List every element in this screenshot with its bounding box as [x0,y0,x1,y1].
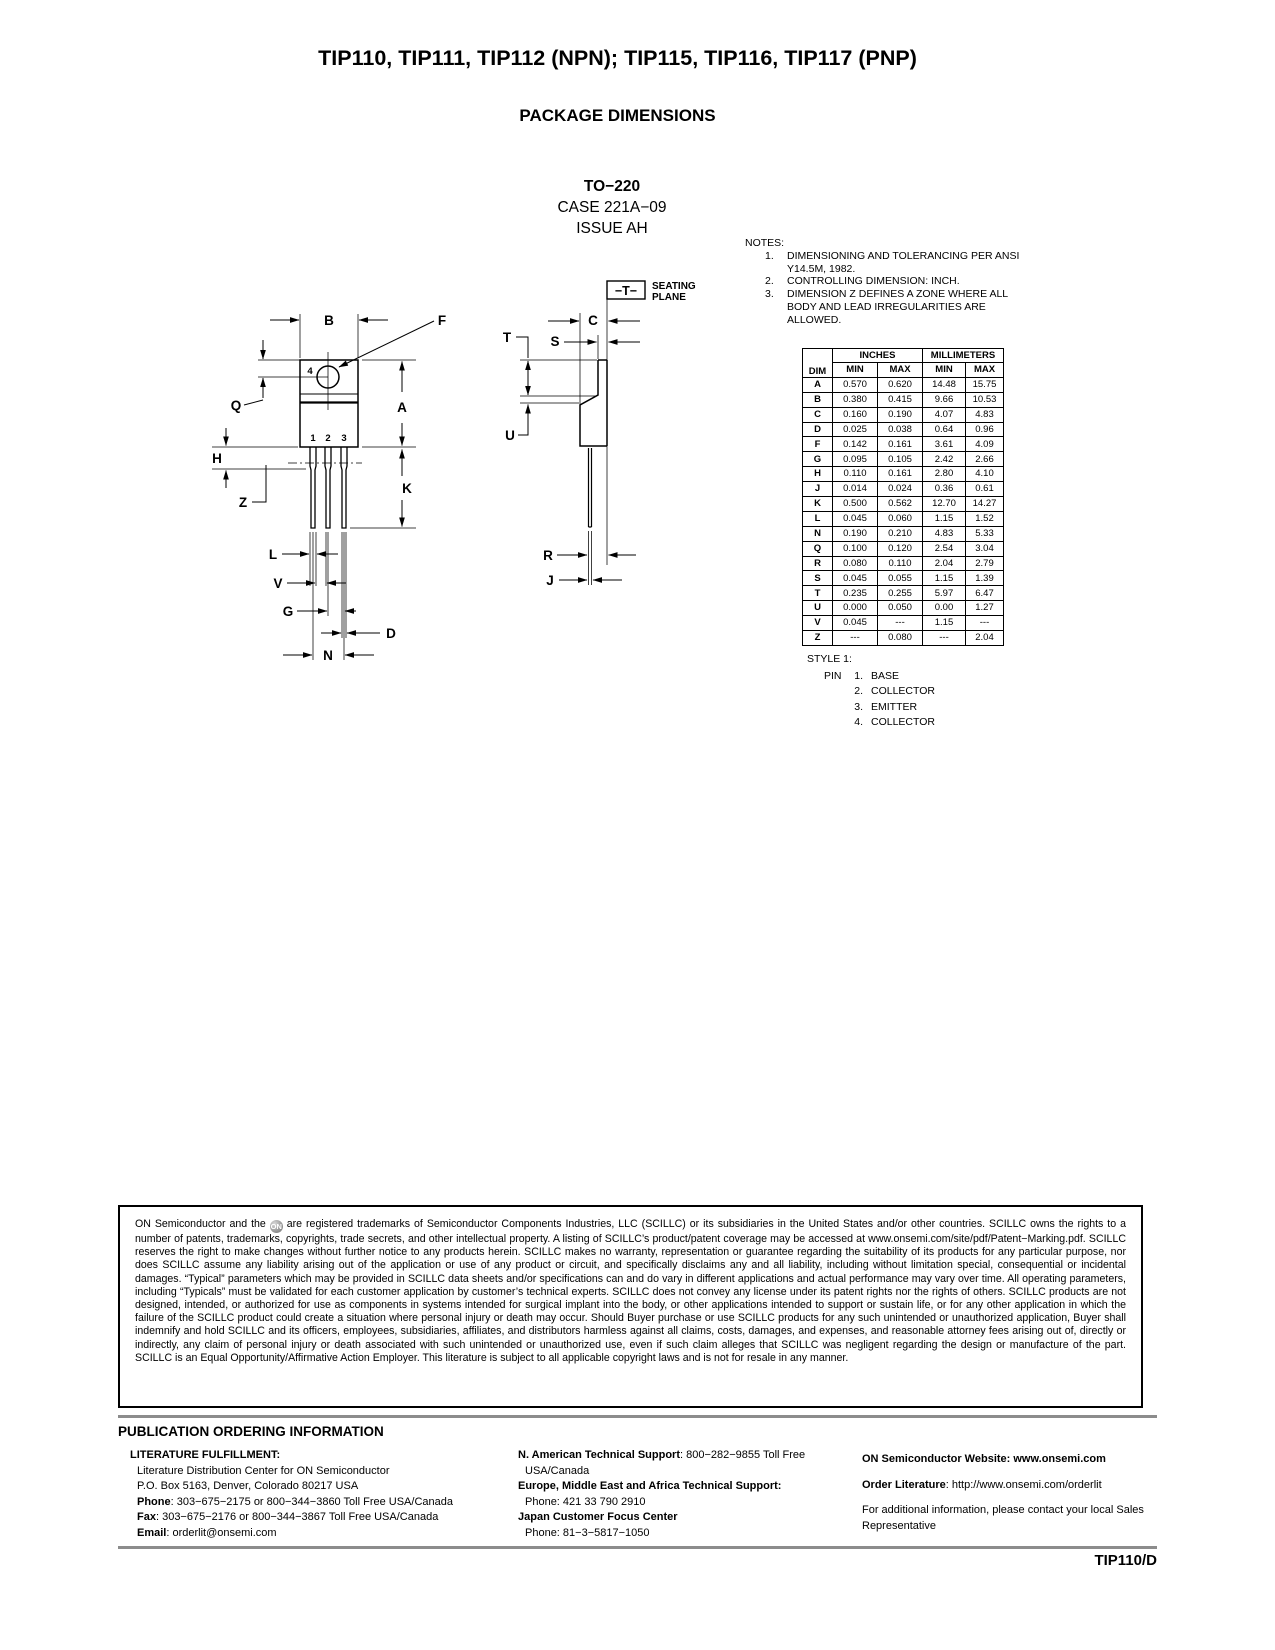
cell: 0.142 [833,437,878,452]
cell: 0.105 [878,452,923,467]
cell: 2.54 [923,541,966,556]
cell: 0.620 [878,377,923,392]
style-heading: STYLE 1: [807,653,852,665]
row [803,586,1004,601]
email-value: : orderlit@onsemi.com [166,1526,277,1539]
literature-line-1: Literature Distribution Center for ON Semiconductor [137,1464,390,1477]
order-literature-label: Order Literature [862,1478,946,1491]
cell: 0.060 [878,511,923,526]
cell [824,682,849,697]
pin-4-label: 4 [307,366,313,377]
row [803,377,1004,392]
cell: 0.045 [833,511,878,526]
row [803,467,1004,482]
phone-value: : 303−675−2175 or 800−344−3860 Toll Free USA/Canada [170,1495,453,1508]
cell: 0.562 [878,497,923,512]
cell: 0.110 [833,467,878,482]
dim-label-U: U [505,428,515,443]
row [824,713,935,728]
cell: 0.025 [833,422,878,437]
dim-column-header: DIM [803,349,833,378]
note-number: 1. [765,249,774,262]
cell: 0.080 [878,631,923,646]
dim-label-R: R [543,548,553,563]
fax-label: Fax [137,1511,156,1524]
cell: 0.415 [878,392,923,407]
japan-support-label: Japan Customer Focus Center [518,1511,678,1524]
seating-label: SEATING [652,281,696,292]
row [803,497,1004,512]
cell: 0.120 [878,541,923,556]
na-support-cont: USA/Canada [525,1464,590,1477]
cell: 0.36 [923,482,966,497]
cell: 4. [854,715,863,728]
cell: Q [803,541,833,556]
cell: 5.33 [966,526,1004,541]
dim-label-T: T [502,330,512,345]
cell: 1.15 [923,511,966,526]
dim-label-A: A [397,400,407,415]
cell: EMITTER [871,700,918,713]
cell: 12.70 [923,497,966,512]
dim-label-B: B [324,313,334,328]
dim-label-K: K [402,481,412,496]
cell: 0.024 [878,482,923,497]
inches-group-header: INCHES [833,349,923,363]
cell: C [803,407,833,422]
note-number: 2. [765,275,774,288]
package-dimensions-heading: PACKAGE DIMENSIONS [519,106,716,125]
cell: 2. [854,685,863,698]
cell: 4.09 [966,437,1004,452]
dim-label-D-G: G [282,604,294,619]
case-info [452,176,772,239]
cell: T [803,586,833,601]
cell: 2.66 [966,452,1004,467]
na-support-value: : 800−282−9855 Toll Free [679,1449,806,1461]
cell: 2.79 [966,556,1004,571]
cell: R [803,556,833,571]
cell: Z [803,631,833,646]
cell: 0.64 [923,422,966,437]
note-1 [745,250,1080,276]
dim-label-D: D [386,626,396,641]
row [824,682,935,697]
na-support [518,1448,853,1464]
dim-label-J: J [546,573,554,588]
lead-profile [589,448,592,527]
cell: 0.160 [833,407,878,422]
cell: 0.045 [833,571,878,586]
inches-min-header: MIN [833,363,878,378]
cell: 0.210 [878,526,923,541]
dim-label-N: N [323,648,333,663]
table-group-header-row [803,349,1004,363]
cell: 4.07 [923,407,966,422]
cell: 0.095 [833,452,878,467]
publication-ordering-heading: PUBLICATION ORDERING INFORMATION [118,1424,384,1439]
order-literature-value: : http://www.onsemi.com/orderlit [945,1478,1102,1491]
row [803,482,1004,497]
row [824,667,935,682]
pin-2-label: 2 [325,433,331,444]
case-number: CASE 221A−09 [557,199,667,216]
millimeters-group-header: MILLIMETERS [923,349,1004,363]
cell: 14.48 [923,377,966,392]
cell: 0.235 [833,586,878,601]
cell: U [803,601,833,616]
dim-label-S: S [550,334,560,349]
literature-line-2: P.O. Box 5163, Denver, Colorado 80217 USA [137,1480,359,1493]
cell: 0.255 [878,586,923,601]
cell: 6.47 [966,586,1004,601]
cell: 2.04 [923,556,966,571]
email-label: Email [137,1526,167,1539]
cell: 0.161 [878,467,923,482]
na-support-label: N. American Technical Support [518,1449,680,1461]
cell: H [803,467,833,482]
cell: 9.66 [923,392,966,407]
row [803,616,1004,631]
cell: 1.15 [923,616,966,631]
cell: BASE [871,670,900,683]
dim-label-L: L [268,547,278,562]
cell: 4.10 [966,467,1004,482]
row [803,392,1004,407]
cell: N [803,526,833,541]
literature-fax [137,1510,510,1526]
row [803,511,1004,526]
dim-label-H: H [212,451,222,466]
row [803,541,1004,556]
cell: 0.380 [833,392,878,407]
cell: PIN [824,670,842,683]
cell: 0.080 [833,556,878,571]
extension-lines [212,314,416,660]
on-semiconductor-logo-icon [270,1220,283,1233]
website-value: : www.onsemi.com [1006,1453,1106,1465]
on-logo-text: ON [270,1222,282,1231]
literature-email [137,1526,510,1542]
website-label: ON Semiconductor Website [862,1453,1007,1465]
cell: --- [833,631,878,646]
cell: 4.83 [923,526,966,541]
cell [824,713,849,728]
cell: F [803,437,833,452]
legal-disclaimer-text [135,1218,1126,1365]
dimensions-table-body [803,377,1004,645]
cell [824,697,849,712]
row [803,437,1004,452]
cell: 0.000 [833,601,878,616]
cell: B [803,392,833,407]
literature-fulfillment-title: LITERATURE FULFILLMENT: [130,1449,281,1461]
package-body-outline [300,360,358,528]
cell: D [803,422,833,437]
note-text: DIMENSION Z DEFINES A ZONE WHERE ALL BODY AND LEAD IRREGULARITIES ARE ALLOWED. [787,288,1008,326]
row [803,631,1004,646]
more-info-text: For additional information, please contact your local Sales Representative [862,1504,1144,1532]
cell: 0.61 [966,482,1004,497]
literature-phone [137,1495,510,1511]
cell: 0.110 [878,556,923,571]
cell: 1.27 [966,601,1004,616]
legal-disclaimer-box [118,1205,1143,1408]
dim-label-C: C [588,313,598,328]
cell: 15.75 [966,377,1004,392]
cell: K [803,497,833,512]
pin-1-label: 1 [310,433,316,444]
row [803,571,1004,586]
note-3 [745,288,1080,326]
fax-value: : 303−675−2176 or 800−344−3867 Toll Free USA/Canada [155,1511,439,1524]
row [803,407,1004,422]
cell: 0.190 [878,407,923,422]
cell: 5.97 [923,586,966,601]
website-line [862,1452,1162,1468]
dim-label-V: V [273,576,283,591]
cell: 0.014 [833,482,878,497]
note-number: 3. [765,288,774,301]
front-view-drawing [170,280,470,680]
cell: 0.500 [833,497,878,512]
cell: 2.42 [923,452,966,467]
legal-prefix: ON Semiconductor and the [135,1218,266,1230]
cell: 0.045 [833,616,878,631]
note-2 [745,275,1080,288]
cell: 1.52 [966,511,1004,526]
cell: 0.96 [966,422,1004,437]
emea-support-label: Europe, Middle East and Africa Technical Support: [518,1480,782,1493]
cell: 0.050 [878,601,923,616]
dim-label-F: F [437,313,447,328]
technical-support-column [518,1448,853,1542]
dimensions-table [802,348,1004,646]
cell: 14.27 [966,497,1004,512]
cell: V [803,616,833,631]
mm-max-header: MAX [966,363,1004,378]
document-id: TIP110/D [1094,1552,1157,1569]
seating-plane-datum-label: −T− [614,284,638,298]
page-title: TIP110, TIP111, TIP112 (NPN); TIP115, TIP116, TIP117 (PNP) [318,46,917,70]
row [803,601,1004,616]
lead-2 [325,447,331,528]
note-text: CONTROLLING DIMENSION: INCH. [787,275,960,288]
separator-rule-top [118,1415,1157,1418]
cell: 0.055 [878,571,923,586]
cell: 1. [854,670,863,683]
cell: COLLECTOR [871,685,935,698]
plane-label: PLANE [652,292,686,303]
cell: 2.04 [966,631,1004,646]
dim-label-Q: Q [230,398,242,413]
cell: --- [878,616,923,631]
note-text: DIMENSIONING AND TOLERANCING PER ANSI Y14.5M, 1982. [787,249,1020,275]
separator-rule-bottom [118,1546,1157,1549]
notes-section [745,237,1080,327]
lead-3 [341,447,347,528]
style-section [807,653,935,728]
row [803,556,1004,571]
cell: --- [966,616,1004,631]
row [803,526,1004,541]
table-subheader-row [803,363,1004,378]
japan-support [518,1510,853,1526]
cell: 0.161 [878,437,923,452]
row [803,452,1004,467]
cell: S [803,571,833,586]
cell: 10.53 [966,392,1004,407]
phone-label: Phone [137,1495,171,1508]
package-name: TO−220 [583,178,641,195]
order-literature-line [862,1478,1162,1494]
cell: 3. [854,700,863,713]
cell: 1.39 [966,571,1004,586]
cell: 4.83 [966,407,1004,422]
cell: 3.04 [966,541,1004,556]
issue-code: ISSUE AH [576,220,648,237]
japan-phone: Phone: 81−3−5817−1050 [525,1526,650,1539]
emea-support [518,1479,853,1495]
side-view-drawing [450,255,740,590]
cell: J [803,482,833,497]
cell: --- [923,631,966,646]
row [803,422,1004,437]
website-column [862,1452,1162,1534]
pinout-list [824,667,935,728]
cell: G [803,452,833,467]
cell: 0.038 [878,422,923,437]
dim-label-Z: Z [238,495,248,510]
cell: 0.100 [833,541,878,556]
cell: 2.80 [923,467,966,482]
cell: 3.61 [923,437,966,452]
cell: 0.00 [923,601,966,616]
cell: 1.15 [923,571,966,586]
emea-phone: Phone: 421 33 790 2910 [525,1495,646,1508]
literature-fulfillment-column [130,1448,510,1542]
cell: A [803,377,833,392]
legal-body: are registered trademarks of Semiconductor Components Industries, LLC (SCILLC) or its subsidiaries in the United States and/or other countries. SCILLC owns the rights to a number of patents, trademarks, copyrights, trade secrets, and other intellectual property. A listing of SCILLC’s product/patent coverage may be accessed at www.onsemi.com/site/pdf/Patent−Marking.pdf. SCILLC reserves the right to make changes without further notice to any products herein. SCILLC makes no warranty, representation or guarantee regarding the suitability of its products for any particular purpose, nor does SCILLC assume any liability arising out of the application or use of any product or circuit, and specifically disclaims any and all liability, including without limitation special, consequential or incidental damages. “Typical” parameters which may be provided in SCILLC data sheets and/or specifications can and do vary in different applications and actual performance may vary over time. All operating parameters, including “Typicals” must be validated for each customer application by customer’s technical experts. SCILLC does not convey any license under its patent rights nor the rights of others. SCILLC products are not designed, intended, or authorized for use as components in systems intended for surgical implant into the body, or other applications intended to support or sustain life, or for any other application in which the failure of the SCILLC product could create a situation where personal injury or death may occur. Should Buyer purchase or use SCILLC products for any such unintended or unauthorized application, Buyer shall indemnify and hold SCILLC and its officers, employees, subsidiaries, affiliates, and distributors harmless against all claims, costs, damages, and expenses, and reasonable attorney fees arising out of, directly or indirectly, any claim of personal injury or death associated with such unintended or unauthorized use, even if such claim alleges that SCILLC was negligent regarding the design or manufacture of the part. SCILLC is an Equal Opportunity/Affirmative Action Employer. This literature is subject to all applicable copyright laws and is not for resale in any manner. [135,1218,1126,1364]
inches-max-header: MAX [878,363,923,378]
cell: 0.570 [833,377,878,392]
cell: L [803,511,833,526]
lead-1 [310,447,316,528]
pin-3-label: 3 [341,433,347,444]
row [824,697,935,712]
notes-heading: NOTES: [745,237,785,249]
mm-min-header: MIN [923,363,966,378]
cell: COLLECTOR [871,715,935,728]
cell: 0.190 [833,526,878,541]
